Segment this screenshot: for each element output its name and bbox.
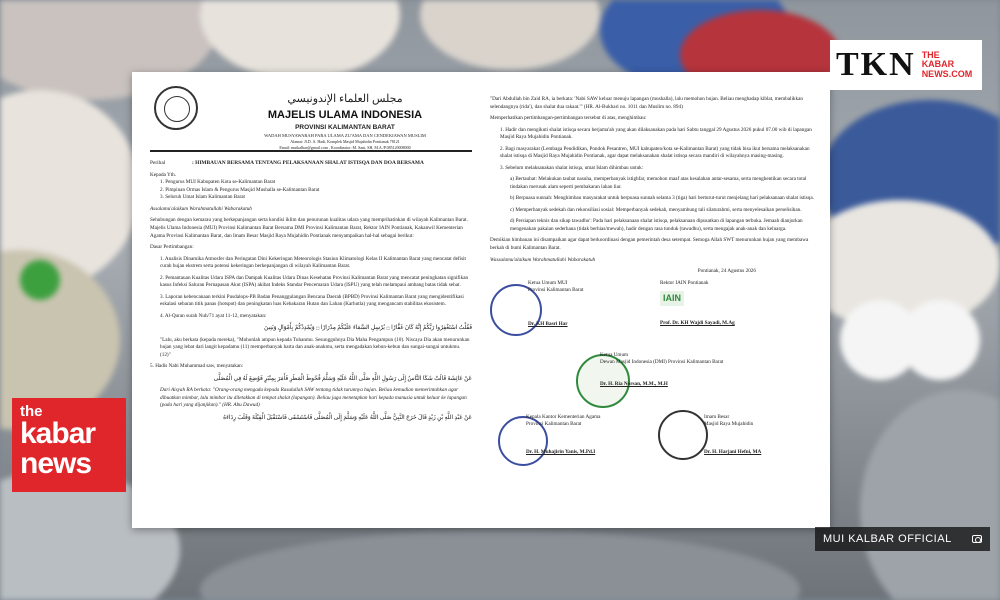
hadith-arabic: عَنْ عَائِشَةَ قَالَتْ شَكَا النَّاسُ إِلَى رَسُولِ اللَّهِ صَلَّى اللَّهُ عَلَيْهِ وَسَلَّمَ قُحُوطَ الْمَطَرِ فَأَمَرَ بِمِنْبَرٍ فَوُضِعَ لَهُ فِي الْمُصَلَّى (213, 375, 472, 382)
closing-greeting: Wassalamu'alaikum Warahmatullahi Wabarakatuh (490, 256, 596, 263)
tkn-logo-text: TKN (836, 46, 916, 83)
recipient-item: 3. Seluruh Umat Islam Kalimantan Barat (160, 194, 245, 201)
appeal-item: 2. Bagi masyarakat (Lembaga Pendidikan, Pondok Pesantren, MUI kabupaten/kota se-Kalimantan Barat) yang tidak bisa ikut bersama melaksanakan shalat istisqa di Masjid Raya Mujahidin Pontianak, agar dapat melaksanakan shalat istisqa secara mandiri di wilayahnya masing-masing. (500, 145, 810, 160)
basis-list (150, 256, 472, 321)
closing-paragraph: Demikian himbauan ini disampaikan agar dapat berkoordinasi dengan pemerintah desa setempat. Semoga Allah SWT menurunkan hujan yang membawa berkah di bumi Kalimantan Barat. (490, 237, 809, 251)
letter-document (132, 72, 830, 528)
appeal-item: 1. Hadir dan mengikuti shalat istisqa secara berjama'ah yang akan dilaksanakan pada hari Sabtu tanggal 29 Agustus 2026 pukul 07.00 wib di lapangan Masjid Raya Mujahidin Pontianak. (500, 126, 812, 141)
letter-left-column (150, 72, 472, 528)
basis-item: 4. Al-Quran surah Nuh/71 ayat 11-12, menyatakan: (160, 312, 267, 319)
recipient-item: 1. Pengurus MUI Kabupaten Kota se-Kalimantan Barat (160, 179, 276, 186)
camera-icon (972, 535, 982, 543)
credit-text: MUI KALBAR OFFICIAL (823, 533, 952, 545)
basis-label: Dasar Pertimbangan: (150, 244, 194, 251)
appeal-label: Memperhatikan pertimbangan-pertimbangan tersebut di atas, menghimbau: (490, 115, 647, 122)
mosque-stamp-icon (658, 410, 708, 460)
appeal-subitem: a) Bertaubat: Melakukan taubat nasuha, memperbanyak istighfar, memohon maaf atas kesalahan antar-sesama, serta menghentikan secara total tindakan merusak alam seperti pembakaran lahan liar. (510, 176, 807, 190)
addressee-label: Kepada Yth. (150, 171, 177, 178)
intro-paragraph: Sehubungan dengan kemarau yang berkepanjangan serta kondisi iklim dan penurunan kualitas udara yang memprihatinkan di wilayah Kalimantan Barat. Majelis Ulama Indonesia (MUI) Provinsi Kalimantan Barat Bersama DMI Provinsi Kalimantan Barat, Rektor IAIN Pontianak, Kakanwil Kementerian Agama Provinsi Kalimantan Barat, dan Imam Besar Masjid Raya Mujahidin Pontianak menyampaikan hal-hal sebagai berikut: (150, 217, 468, 239)
hadith-translation: Dari Aisyah RA berkata: "Orang-orang mengadu kepada Rasulullah SAW tentang tidak turunnya hujan. Beliau kemudian memerintahkan agar dibuatkan mimbar, lalu mimbar itu diletakkan di tempat shalat (lapangan). Beliau juga menetapkan hari kepada manusia untuk keluar ke lapangan (pada hari yang dijanjikan)." (HR. Abu Dawud) (160, 387, 467, 409)
appeal-subitem: b) Berpuasa sunnah: Menghimbau masyarakat untuk berpuasa sunnah selama 3 (tiga) hari berturut-turut menjelang hari pelaksanaan shalat istisqa. (510, 195, 814, 202)
subject-line (150, 160, 472, 168)
signature-block (490, 276, 816, 466)
signatory-3: Ketua Umum Dewan Masjid Indonesia (DMI) Provinsi Kalimantan Barat Dr. H. Ria Norsan, M.M., M.H (600, 351, 724, 387)
place-date: Pontianak, 24 Agustus 2026 (697, 268, 756, 275)
letterhead (150, 72, 472, 152)
org-subtitle: WADAH MUSYAWARAH PARA ULAMA ZU'AMA DAN CENDEKIAWAN MUSLIM (264, 133, 426, 138)
greeting: Assalamu'alaikum Warahmatullahi Wabarakatuh (150, 205, 252, 212)
appeal-list (490, 127, 816, 234)
subject-text: : HIMBAUAN BERSAMA TENTANG PELAKSANAAN SHALAT ISTISQA DAN DOA BERSAMA (192, 160, 424, 166)
basis-item: 2. Pemantauan Kualitas Udara ISPA dan Dampak Kualitas Udara Dinas Kesehatan Provinsi Kalimantan Barat yang mencatat peningkatan signifikan kasus Infeksi Saluran Pernapasan Akut (ISPA) akibat Indeks Standar Pencemaran Udara (ISPU) yang telah melampaui ambang batas tidak sehat. (160, 274, 469, 289)
org-name: MAJELIS ULAMA INDONESIA (267, 109, 423, 121)
letterhead-arabic: مجلس العلماء الإندونيسي (287, 93, 403, 105)
appeal-subitem: d) Persiapan teknis dan sikap tawadhu': Pada hari pelaksanaan shalat istisqa, pelaksanaan dipusatkan di lapangan terbuka. Jemaah dianjurkan mengenakan pakaian sederhana (tidak berhias/mewah), hadir dengan rasa tunduk (tawadhu), serta mengajak anak-anak dan keluarga. (510, 218, 803, 232)
hadith-label: 5. Hadis Nabi Muhammad saw, menyatakan: (150, 363, 244, 370)
tkn-logo-sub: THE KABAR NEWS.COM (921, 49, 973, 79)
signatory-1: Ketua Umum MUI Provinsi Kalimantan Barat Dr. KH Basri Har (528, 279, 584, 327)
letter-right-column (490, 72, 816, 528)
subject-label: Perihal (150, 160, 166, 166)
recipient-list (150, 179, 472, 202)
tkn-logo (830, 40, 982, 90)
photo-credit (815, 527, 990, 551)
basis-item: 1. Analisis Dinamika Atmosfer dan Peringatan Dini Kekeringan Meteorologis Stasiun Klimatologi Kelas II Kalimantan Barat yang mencatat defisit curah hujan ekstrem serta potensi kekeringan berkepanjangan di wilayah Kalimantan Barat. (160, 255, 466, 270)
appeal-item: 3. Sebelum melaksanakan shalat istisqa, umat Islam dihimbau untuk: (500, 164, 644, 171)
signatory-4: Kepala Kantor Kementerian Agama Provinsi Kalimantan Barat Dr. H. Muhajirin Yanis, M.Pd.I (526, 413, 601, 455)
signatory-5: Imam Besar Masjid Raya Mujahidin Dr. H. Harjani Hefni, MA (704, 413, 762, 455)
org-address: Alamat: Jl.D. A. Hadi, Komplek Masjid Mujahidin Pontianak 78121 (290, 139, 400, 144)
thekabarnews-logo: the kabar news (12, 398, 126, 492)
org-email: Email: muikalbar@gmail.com , Koordinator: M. Sani, SH, M.A./P.085120008000 (279, 145, 411, 150)
appeal-subitem: c) Memperbanyak sedekah dan rekonsiliasi sosial: Memperbanyak sedekah, menyambung tali silaturahmi, serta menyelesaikan perselisihan. (510, 206, 802, 213)
quran-verse-arabic: فَقُلْتُ اسْتَغْفِرُوا رَبَّكُمْ إِنَّهُ كَانَ غَفَّارًا ۝ يُرْسِلِ السَّمَاءَ عَلَيْكُمْ مِدْرَارًا ۝ وَيُمْدِدْكُمْ بِأَمْوَالٍ وَبَنِينَ (264, 325, 472, 332)
hadith-arabic-2: عَنْ عَبْدِ اللَّهِ بْنِ زَيْدٍ قَالَ خَرَجَ النَّبِيُّ صَلَّى اللَّهُ عَلَيْهِ وَسَلَّمَ إِلَى الْمُصَلَّى فَاسْتَسْقَى فَاسْتَقْبَلَ الْقِبْلَةَ وَقَلَبَ رِدَاءَهُ (223, 414, 472, 421)
basis-item: 3. Laporan kebencanaan terkini Pusdalops-PB Badan Penanggulangan Bencana Daerah (BPBD) Provinsi Kalimantan Barat yang mengidentifikasi eskalasi sebaran titik panas (hotspot) dan peningkatan luas Kebakaran Hutan dan Lahan (Karhutla) yang mengancam stabilitas ekosistem. (160, 293, 464, 308)
signatory-2: Rektor IAIN Pontianak IAIN Prof. Dr. KH Wajdi Sayadi, M.Ag (660, 279, 735, 327)
hadith-translation-2: "Dari Abdullah bin Zaid RA, ia berkata: 'Nabi SAW keluar menuju lapangan (mushalla), lalu memohon hujan. Beliau menghadap kiblat, membalikkan selendangnya (rida'), dan shalat dua rakaat.'" (HR. Al-Bukhari no. 1011 dan Muslim no. 894) (490, 96, 803, 110)
mui-seal-icon (154, 86, 198, 130)
province-name: PROVINSI KALIMANTAN BARAT (295, 124, 395, 131)
recipient-item: 2. Pimpinan Ormas Islam & Pengurus Masjid Mushalla se-Kalimantan Barat (160, 186, 320, 193)
iain-logo-icon: IAIN (660, 291, 684, 306)
quran-translation: "Lalu, aku berkata (kepada mereka), "Mohonlah ampun kepada Tuhanmu. Sesungguhnya Dia Maha Pengampun (10). Niscaya Dia akan menurunkan hujan yang lebat dari langit kepadamu (11) memperbanyak harta dan anak-anakmu, serta mengadakan kebun-kebun dan sungai-sungai untukmu. (12)" (160, 336, 470, 358)
